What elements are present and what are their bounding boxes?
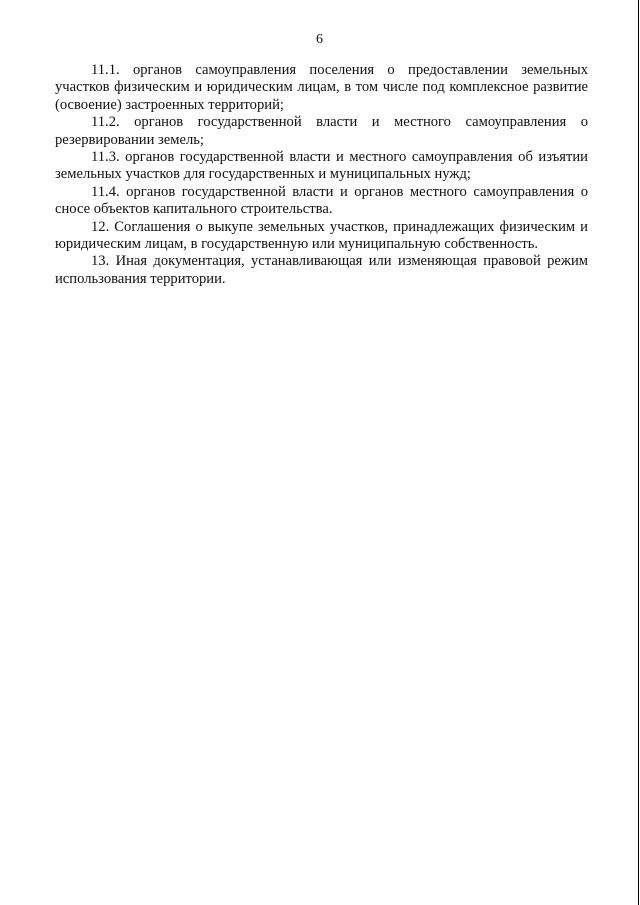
document-body [55, 62, 588, 288]
paragraph-11-2: 11.2. органов государственной власти и местного самоуправления о резервировании земель; [55, 114, 588, 148]
paragraph-11-3: 11.3. органов государственной власти и местного самоуправления об изъятии земельных участков для государственных и муниципальных нужд; [55, 149, 588, 183]
paragraph-11-4: 11.4. органов государственной власти и органов местного самоуправления о сносе объектов капитального строительства. [55, 183, 588, 218]
paragraph-11-1: 11.1. органов самоуправления поселения о предоставлении земельных участков физическим и юридическим лицам, в том числе под комплексное развитие (освоение) застроенных территорий; [55, 62, 588, 113]
page-number: 6 [316, 32, 323, 47]
paragraph-12: 12. Соглашения о выкупе земельных участков, принадлежащих физическим и юридическим лицам, в государственную или муниципальную собственность. [55, 218, 588, 253]
paragraph-13: 13. Иная документация, устанавливающая или изменяющая правовой режим использования территории. [55, 253, 588, 287]
